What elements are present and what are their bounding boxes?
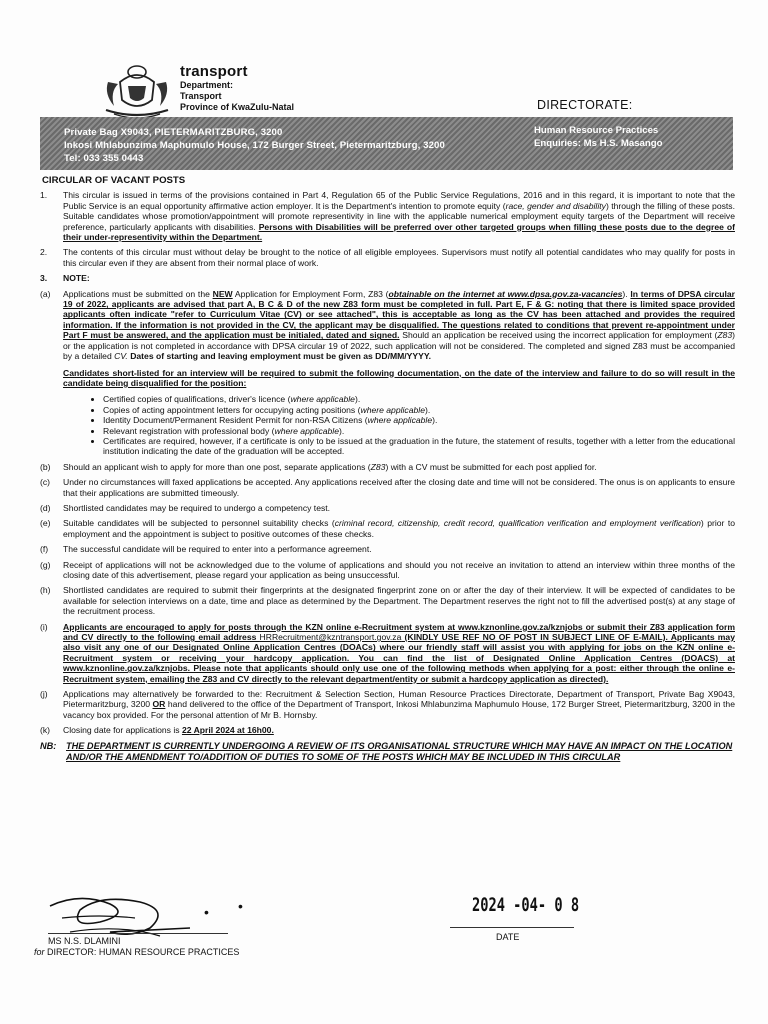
signatory-role [34, 947, 239, 957]
list-item: • Certified copies of qualifications, driver's licence (where applicable). [103, 394, 735, 404]
brand-block [180, 63, 294, 113]
item-text: Applications may alternatively be forwarded to the: Recruitment & Selection Section, Human Resource Practices Directorate, Department of Transport, Private Bag X9043, Pietermaritzburg, 3200 [63, 689, 735, 710]
item-text: Shortlisted candidates may be required to undergo a competency test. [63, 502, 331, 513]
item-italic: obtainable on the internet at www.dpsa.gov.za-vacancies [388, 288, 623, 299]
item-text: This circular is issued in terms of the provisions contained in Part 4, Regulation 65 of the Public Service Regulations, 2016 and in this regard, it is important to note that the Public Service is an equal opportunity affirmative action employer. It is the Department's intention to promote equity ( [63, 190, 735, 211]
document-list [63, 394, 735, 456]
item-h [40, 585, 735, 616]
item-text: Applications must be submitted on the [63, 288, 213, 299]
shortlist-note: Candidates short-listed for an interview will be required to submit the following documentation, on the date of the interview and failure to do so will result in the candidate being disqualified for the position: [63, 367, 735, 388]
circular-body [40, 176, 735, 763]
item-text: hand delivered to the office of the Department of Transport, Inkosi Mhlabunzima Maphumulo House, 172 Burger Street, Pietermaritzburg, 3200 in the vacancy box provided. For the personal attention of Mr B. Hornsby. [63, 699, 735, 720]
item-marker: (c) [40, 477, 51, 488]
item-text: NOTE: [63, 273, 90, 284]
date-label: DATE [496, 932, 520, 942]
item-marker: (i) [40, 621, 48, 632]
item-italic: CV. [114, 351, 128, 362]
item-g [40, 560, 735, 581]
closing-date: 22 April 2024 at 16h00. [181, 725, 274, 736]
directorate-line: Human Resource Practices [534, 125, 659, 136]
list-item: • Certificates are required, however, if a certificate is only to be issued at the graduation in the future, the statement of results, together with a letter from the educational institution indicating the date of the graduation will be accepted. [103, 436, 735, 457]
item-text: ) through the filling of these posts. Suitable candidates whose promotion/appointment will promote representivity in line with the applicable numerical employment equity targets of the Department will receive preference, particularly applicants with disabilities. [63, 200, 735, 232]
item-marker: (e) [40, 518, 51, 529]
item-text: Should an application be received using the incorrect application for employment ( [399, 330, 718, 341]
item-f [40, 544, 735, 554]
coat-of-arms-icon [100, 60, 174, 120]
directorate-line: Enquiries: Ms H.S. Masango [534, 138, 663, 149]
signature-mark: • [238, 898, 243, 914]
item-text: Shortlisted candidates are required to submit their fingerprints at the designated fingerprint zone on or after the day of their interview. It will be expected of candidates to be available for selection interviews on a date, time and place as determined by the Department. The Department reserves the right not to fill the advertised post(s) at any stage of the recruitment process. [63, 585, 735, 617]
item-text: ). [622, 288, 631, 299]
item-e [40, 518, 735, 539]
item-bold: Persons with Disabilities will be preferred over other targeted groups when filling these posts due to the degree of their under-representivity within the Department. [63, 221, 735, 243]
address-line: Private Bag X9043, PIETERMARITZBURG, 3200 [64, 127, 283, 138]
item-text: ) prior to employment and the appointment is subject to positive outcomes of these checks. [63, 518, 735, 539]
item-marker: (j) [40, 689, 48, 700]
item-marker: (a) [40, 288, 51, 299]
item-text: Closing date for applications is [63, 725, 182, 736]
circular-heading: CIRCULAR OF VACANT POSTS [42, 175, 186, 186]
item-marker: (g) [40, 559, 51, 570]
item-marker: (k) [40, 725, 51, 736]
item-marker: 2. [40, 247, 48, 258]
item-marker: (d) [40, 502, 51, 513]
item-italic: Z83 [370, 461, 386, 472]
address-line: Inkosi Mhlabunzima Maphumulo House, 172 Burger Street, Pietermaritzburg, 3200 [64, 140, 445, 151]
for-word: for [34, 947, 45, 957]
signature-mark: • [204, 904, 209, 920]
list-item: • Relevant registration with professional body (where applicable). [103, 426, 735, 436]
item-j [40, 689, 735, 720]
item-a [40, 289, 735, 457]
item-text: The contents of this circular must without delay be brought to the notice of all eligible employees. Supervisors must notify all potential candidates who may qualify for posts in this circular even if they are absent from their normal place of work. [63, 247, 735, 268]
nb-text: THE DEPARTMENT IS CURRENTLY UNDERGOING A REVIEW OF ITS ORGANISATIONAL STRUCTURE WHICH MAY HAVE AN IMPACT ON THE LOCATION AND/OR THE AMENDMENT TO/ADDITION OF DUTIES TO SOME OF THE POSTS WHICH MAY BE INCLUDED IN THIS CIRCULAR [66, 740, 733, 762]
item-k [40, 725, 735, 735]
item-text: Under no circumstances will faxed applications be accepted. Any applications received after the closing date and time will not be considered. The onus is on applicants to ensure that their applications are submitted timeously. [63, 477, 735, 498]
item-i [40, 622, 735, 684]
dept-line: Department: [180, 80, 234, 90]
item-3 [40, 273, 735, 283]
item-2 [40, 247, 735, 268]
dept-line: Transport [180, 91, 222, 101]
email-link[interactable]: HRRecruitment@kzntransport.gov.za [259, 632, 402, 643]
item-d [40, 503, 735, 513]
item-1 [40, 190, 735, 242]
address-line: Tel: 033 355 0443 [64, 153, 144, 164]
item-bold: NEW [212, 288, 233, 299]
item-marker: (f) [40, 544, 49, 555]
list-item: • Identity Document/Permanent Resident Permit for non-RSA Citizens (where applicable). [103, 415, 735, 425]
item-marker: 3. [40, 273, 48, 284]
item-marker: (h) [40, 585, 51, 596]
item-italic: Z83 [717, 330, 733, 341]
dept-line: Province of KwaZulu-Natal [180, 102, 295, 112]
item-b [40, 462, 735, 472]
item-bold: Dates of starting and leaving employment must be given as DD/MM/YYYY. [127, 351, 432, 362]
item-bold: In terms of DPSA circular 19 of 2022, applicants are advised that part A, B C & D of the new Z83 form must be completed in full. Part E, F & G: noting that there is limited space provided applicants often indicate "refer to Curriculum Vitae (CV) or see attached", this is acceptable as long as the CV has been attached and provides the required information. If the information is not provided in the CV, the applicant may be disqualified. The questions related to conditions that prevent re-appointment under Part F must be answered, and the application must be initialed, dated and signed. [63, 288, 736, 341]
item-text: ) or the application is not completed in accordance with DPSA circular 19 of 2022, such application will not be considered. The completed and signed Z83 must be accompanied by a detailed [63, 330, 735, 362]
item-text: Application for Employment Form, Z83 ( [232, 288, 389, 299]
item-text: Should an applicant wish to apply for more than one post, separate applications ( [63, 461, 371, 472]
item-italic: criminal record, citizenship, credit record, qualification verification and employment verification [334, 518, 701, 529]
item-italic: race, gender and disability [505, 200, 606, 211]
item-bold: Applicants are encouraged to apply for posts through the KZN online e-Recruitment system at www.kznonline.gov.za/kznjobs or submit their Z83 application form and CV directly to the following email address [63, 621, 735, 643]
nb-marker: NB: [40, 740, 57, 751]
brand-name: transport [180, 63, 248, 80]
item-marker: (b) [40, 461, 51, 472]
address-banner [40, 117, 733, 170]
signature-line [48, 933, 228, 934]
date-line [450, 927, 574, 928]
item-text: Suitable candidates will be subjected to personnel suitability checks ( [63, 518, 335, 529]
item-marker: 1. [40, 190, 48, 201]
item-text: ) with a CV must be submitted for each post applied for. [385, 461, 597, 472]
item-c [40, 477, 735, 498]
nb-notice [40, 741, 735, 763]
signatory-name: MS N.S. DLAMINI [48, 936, 121, 946]
item-bold: (KINDLY USE REF NO OF POST IN SUBJECT LINE OF E-MAIL). Applicants may also visit any one of our Designated Online Application Centres (DOACs) where our friendly staff will assist you with applying for jobs on the KZN online e-Recruitment system or receiving your hardcopy application. You can find the list of Designated Online Application Centres (DOACS) at www.kznonline.gov.za/kznjobs. Please note that applicants should only use one of the following methods when applying for a post: either through the online e-Recruitment system, emailing the Z83 and CV directly to the relevant department/entity or submit a hardcopy application as directed). [63, 632, 735, 684]
list-item: • Copies of acting appointment letters for occupying acting positions (where applicable). [103, 405, 735, 415]
date-stamp: 2024 -04- 0 8 [472, 894, 580, 916]
item-text: The successful candidate will be required to enter into a performance agreement. [63, 544, 372, 555]
item-bold: OR [152, 699, 166, 710]
directorate-label: DIRECTORATE: [537, 98, 633, 112]
item-text: Receipt of applications will not be acknowledged due to the volume of applications and should you not receive an invitation to attend an interview within three months of the closing date of this advertisement, please regard your application as being unsuccessful. [63, 559, 735, 580]
role-text: DIRECTOR: HUMAN RESOURCE PRACTICES [44, 947, 240, 957]
